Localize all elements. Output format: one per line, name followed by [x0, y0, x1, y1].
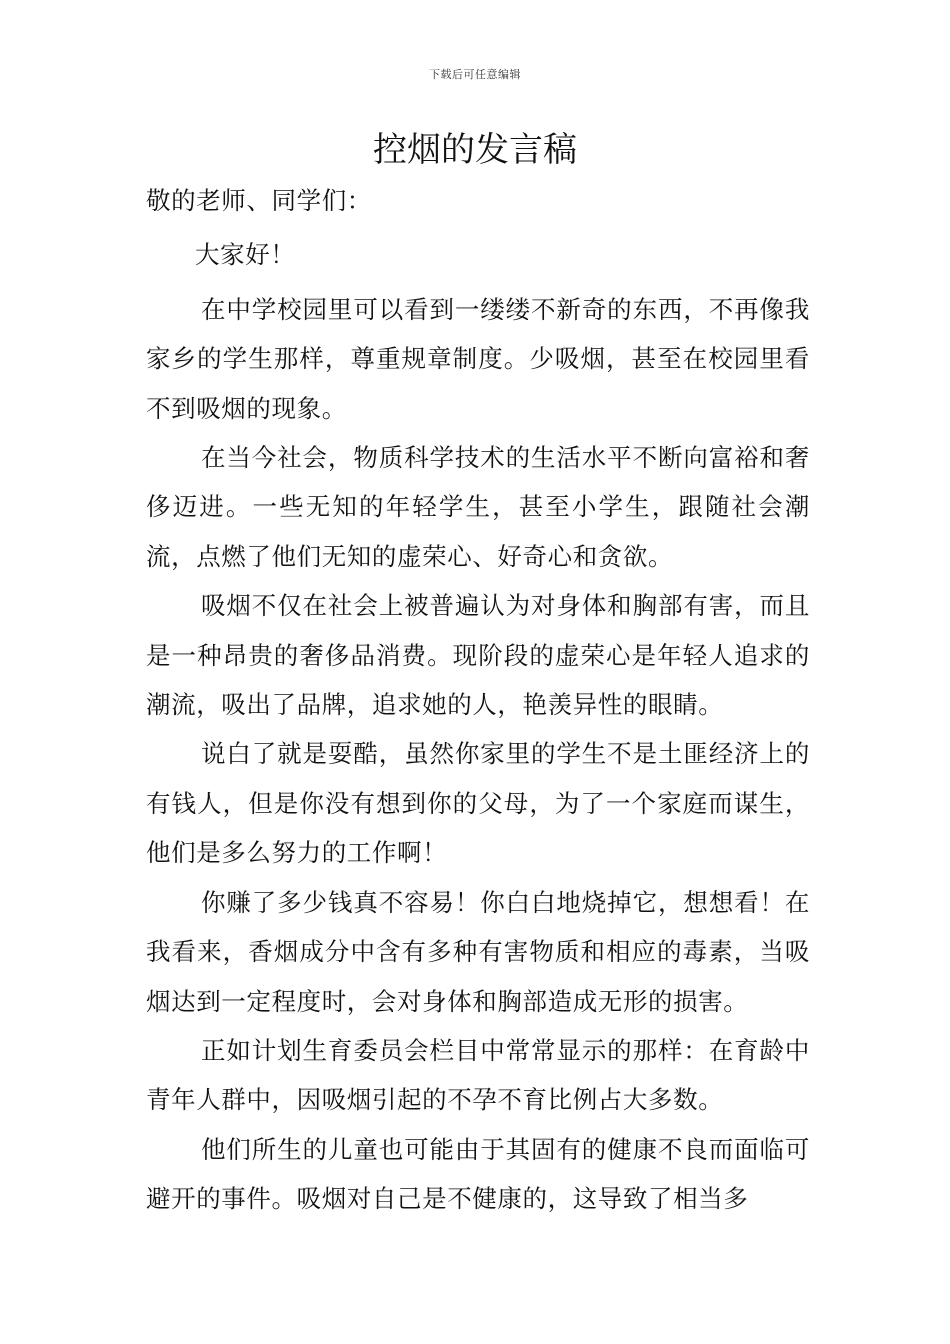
paragraph-5: 你赚了多少钱真不容易！你白白地烧掉它，想想看！在我看来，香烟成分中含有多种有害物质和相应的毒素，当吸烟达到一定程度时，会对身体和胸部造成无形的损害。: [146, 887, 810, 1016]
paragraph-1: 在中学校园里可以看到一缕缕不新奇的东西，不再像我家乡的学生那样，尊重规章制度。少吸烟，甚至在校园里看不到吸烟的现象。: [146, 294, 810, 423]
paragraph-2: 在当今社会，物质科学技术的生活水平不断向富裕和奢侈迈进。一些无知的年轻学生，甚至小学生，跟随社会潮流，点燃了他们无知的虚荣心、好奇心和贪欲。: [146, 443, 810, 571]
greeting: 大家好！: [195, 240, 296, 270]
paragraph-6: 正如计划生育委员会栏目中常常显示的那样：在育龄中青年人群中，因吸烟引起的不孕不育比例占大多数。: [146, 1035, 810, 1115]
header-note: 下载后可任意编辑: [429, 68, 521, 81]
paragraph-4: 说白了就是耍酷，虽然你家里的学生不是土匪经济上的有钱人，但是你没有想到你的父母，为了一个家庭而谋生，他们是多么努力的工作啊！: [146, 739, 810, 868]
document-title: 控烟的发言稿: [373, 130, 577, 170]
paragraph-3: 吸烟不仅在社会上被普遍认为对身体和胸部有害，而且是一种昂贵的奢侈品消费。现阶段的虚荣心是年轻人追求的潮流，吸出了品牌，追求她的人，艳羡异性的眼睛。: [146, 591, 810, 720]
document-body: [146, 176, 810, 1224]
paragraph-7: 他们所生的儿童也可能由于其固有的健康不良而面临可避开的事件。吸烟对自己是不健康的，这导致了相当多: [146, 1134, 810, 1214]
salutation: 敬的老师、同学们：: [146, 186, 372, 215]
